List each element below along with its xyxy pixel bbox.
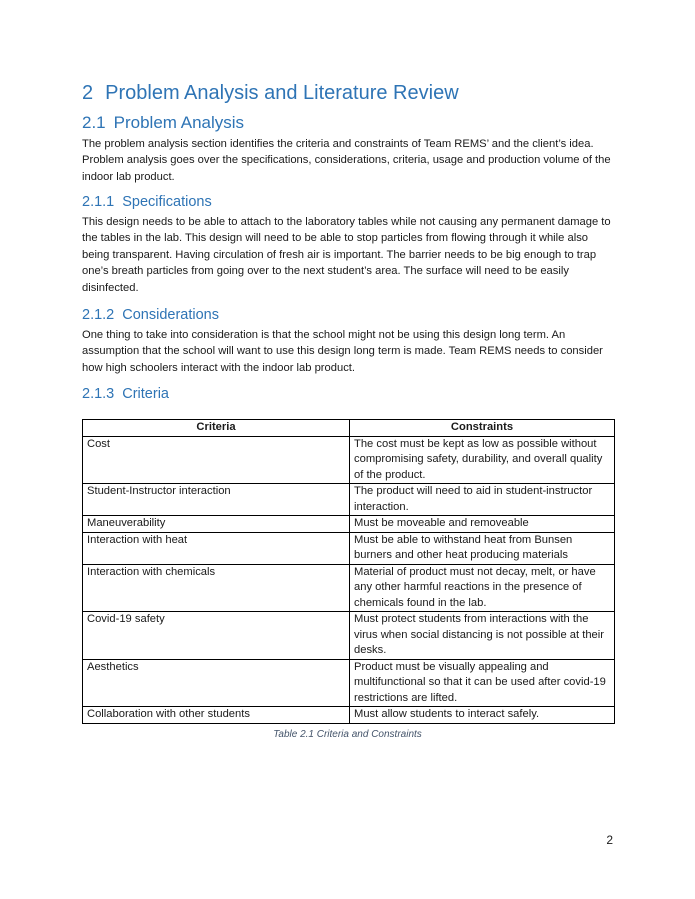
table-header-row [83, 420, 615, 437]
criteria-cell: Interaction with chemicals [83, 564, 350, 612]
criteria-cell: Student-Instructor interaction [83, 484, 350, 516]
table-row [83, 532, 615, 564]
table-row [83, 484, 615, 516]
subsection-title: Criteria [122, 386, 169, 402]
chapter-number: 2 [82, 82, 94, 104]
subsection-number: 2.1.3 [82, 386, 115, 402]
considerations-paragraph: One thing to take into consideration is that the school might not be using this design long term. An assumption that the school will want to use this design long term is made. Team REMS needs to consider how high schoolers interact with the indoor lab product. [82, 329, 603, 374]
subsection-heading-considerations [82, 307, 219, 323]
chapter-title: Problem Analysis and Literature Review [105, 82, 459, 104]
table-caption: Table 2.1 Criteria and Constraints [273, 729, 422, 740]
constraint-cell: Must allow students to interact safely. [350, 707, 615, 724]
criteria-cell: Cost [83, 436, 350, 484]
constraint-cell: Material of product must not decay, melt, or have any other harmful reactions in the presence of chemicals found in the lab. [350, 564, 615, 612]
problem-analysis-paragraph: The problem analysis section identifies the criteria and constraints of Team REMS’ and the client’s idea. Problem analysis goes over the specifications, considerations, criteria, usage and production volume of the indoor lab product. [82, 138, 611, 183]
subsection-number: 2.1.2 [82, 307, 115, 323]
constraint-cell: Must protect students from interactions with the virus when social distancing is not possible at their desks. [350, 612, 615, 660]
column-header-criteria: Criteria [83, 420, 350, 437]
column-header-constraints: Constraints [350, 420, 615, 437]
page-number: 2 [606, 833, 613, 847]
constraint-cell: Must be able to withstand heat from Bunsen burners and other heat producing materials [350, 532, 615, 564]
table-row [83, 516, 615, 533]
table-row [83, 707, 615, 724]
section-heading-problem-analysis [82, 113, 244, 133]
criteria-cell: Collaboration with other students [83, 707, 350, 724]
table-row [83, 612, 615, 660]
chapter-heading [82, 82, 459, 105]
criteria-cell: Interaction with heat [83, 532, 350, 564]
criteria-constraints-table [82, 419, 615, 724]
subsection-title: Specifications [122, 194, 212, 210]
table-row [83, 436, 615, 484]
subsection-title: Considerations [122, 307, 219, 323]
constraint-cell: The cost must be kept as low as possible without compromising safety, durability, and overall quality of the product. [350, 436, 615, 484]
criteria-cell: Covid-19 safety [83, 612, 350, 660]
section-title: Problem Analysis [113, 113, 245, 132]
subsection-number: 2.1.1 [82, 194, 115, 210]
specifications-paragraph: This design needs to be able to attach to the laboratory tables while not causing any permanent damage to the tables in the lab. This design will need to be able to stop particles from flowing through it while also being transparent. Having circulation of fresh air is important. The barrier needs to be big enough to trap one’s breath particles from going over to the next student’s area. The surface will need to be easily disinfected. [82, 216, 611, 294]
criteria-cell: Maneuverability [83, 516, 350, 533]
constraint-cell: Product must be visually appealing and multifunctional so that it can be used after covid-19 restrictions are lifted. [350, 659, 615, 707]
constraint-cell: The product will need to aid in student-instructor interaction. [350, 484, 615, 516]
subsection-heading-criteria [82, 386, 169, 402]
criteria-cell: Aesthetics [83, 659, 350, 707]
constraint-cell: Must be moveable and removeable [350, 516, 615, 533]
subsection-heading-specifications [82, 194, 212, 210]
table-row [83, 564, 615, 612]
table-row [83, 659, 615, 707]
section-number: 2.1 [82, 113, 106, 132]
